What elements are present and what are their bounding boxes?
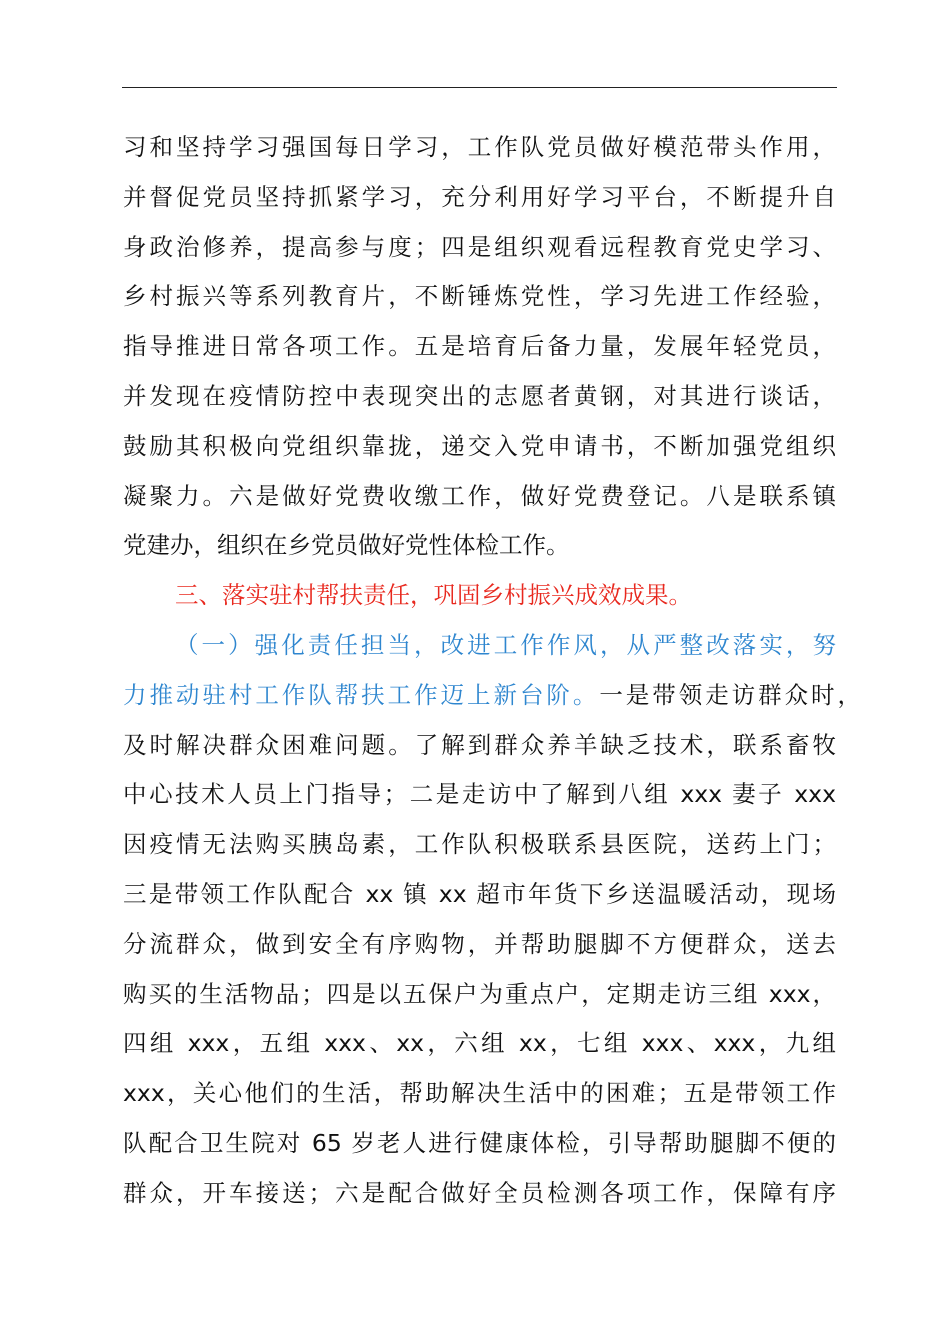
text-line (123, 173, 836, 223)
text-line (123, 721, 836, 771)
text-line (123, 1169, 836, 1219)
text-line (123, 422, 836, 472)
body-text: 因疫情无法购买胰岛素，工作队积极联系县医院，送药上门； (123, 830, 836, 859)
text-line (123, 322, 836, 372)
document-body (123, 123, 862, 1219)
body-text: 一是带领走访群众时， (599, 680, 862, 709)
body-text: 指导推进日常各项工作。五是培育后备力量，发展年轻党员， (123, 332, 836, 361)
body-text: 三是带领工作队配合 xx 镇 xx 超市年货下乡送温暖活动，现场 (123, 879, 836, 908)
body-text: 鼓励其积极向党组织靠拢，递交入党申请书，不断加强党组织 (123, 431, 836, 460)
body-text: 分流群众，做到安全有序购物，并帮助腿脚不方便群众，送去 (123, 929, 836, 958)
body-text: 及时解决群众困难问题。了解到群众养羊缺乏技术，联系畜牧 (123, 730, 836, 759)
text-line (123, 372, 836, 422)
text-line (123, 970, 836, 1020)
body-text: 中心技术人员上门指导；二是走访中了解到八组 xxx 妻子 xxx (123, 780, 836, 809)
text-line (123, 770, 836, 820)
text-line (123, 1069, 836, 1119)
subsection-heading (123, 621, 836, 671)
text-line (123, 820, 836, 870)
body-text: 四组 xxx，五组 xxx、xx，六组 xx，七组 xxx、xxx，九组 (123, 1029, 836, 1058)
subheading-text: 力推动驻村工作队帮扶工作迈上新台阶。 (123, 680, 600, 709)
body-text: 身政治修养，提高参与度；四是组织观看远程教育党史学习、 (123, 232, 836, 261)
text-line (123, 123, 836, 173)
text-line (123, 223, 836, 273)
body-text: 乡村振兴等系列教育片，不断锤炼党性，学习先进工作经验， (123, 282, 836, 311)
text-line (123, 920, 836, 970)
body-text: 并督促党员坚持抓紧学习，充分利用好学习平台，不断提升自 (123, 182, 836, 211)
subheading-text: （一）强化责任担当，改进工作作风，从严整改落实，努 (175, 630, 836, 659)
body-text: 并发现在疫情防控中表现突出的志愿者黄钢，对其进行谈话， (123, 381, 836, 410)
body-text: 习和坚持学习强国每日学习，工作队党员做好模范带头作用， (123, 133, 836, 161)
text-line (123, 870, 836, 920)
body-text: 队配合卫生院对 65 岁老人进行健康体检，引导帮助腿脚不便的 (123, 1128, 836, 1157)
text-line (123, 472, 836, 522)
text-line (123, 671, 861, 721)
body-text: xxx，关心他们的生活，帮助解决生活中的困难；五是带领工作 (123, 1079, 836, 1108)
body-text: 凝聚力。六是做好党费收缴工作，做好党费登记。八是联系镇 (123, 481, 836, 510)
body-text: 群众，开车接送；六是配合做好全员检测各项工作，保障有序 (123, 1178, 836, 1207)
text-line (123, 521, 836, 571)
body-text: 购买的生活物品；四是以五保户为重点户，定期走访三组 xxx， (123, 979, 836, 1008)
text-line (123, 1119, 836, 1169)
section-heading (123, 571, 836, 621)
body-text: 党建办，组织在乡党员做好党性体检工作。 (123, 531, 570, 560)
text-line (123, 272, 836, 322)
text-line (123, 1019, 836, 1069)
header-rule (122, 87, 837, 88)
heading-text: 三、落实驻村帮扶责任，巩固乡村振兴成效成果。 (175, 581, 692, 610)
